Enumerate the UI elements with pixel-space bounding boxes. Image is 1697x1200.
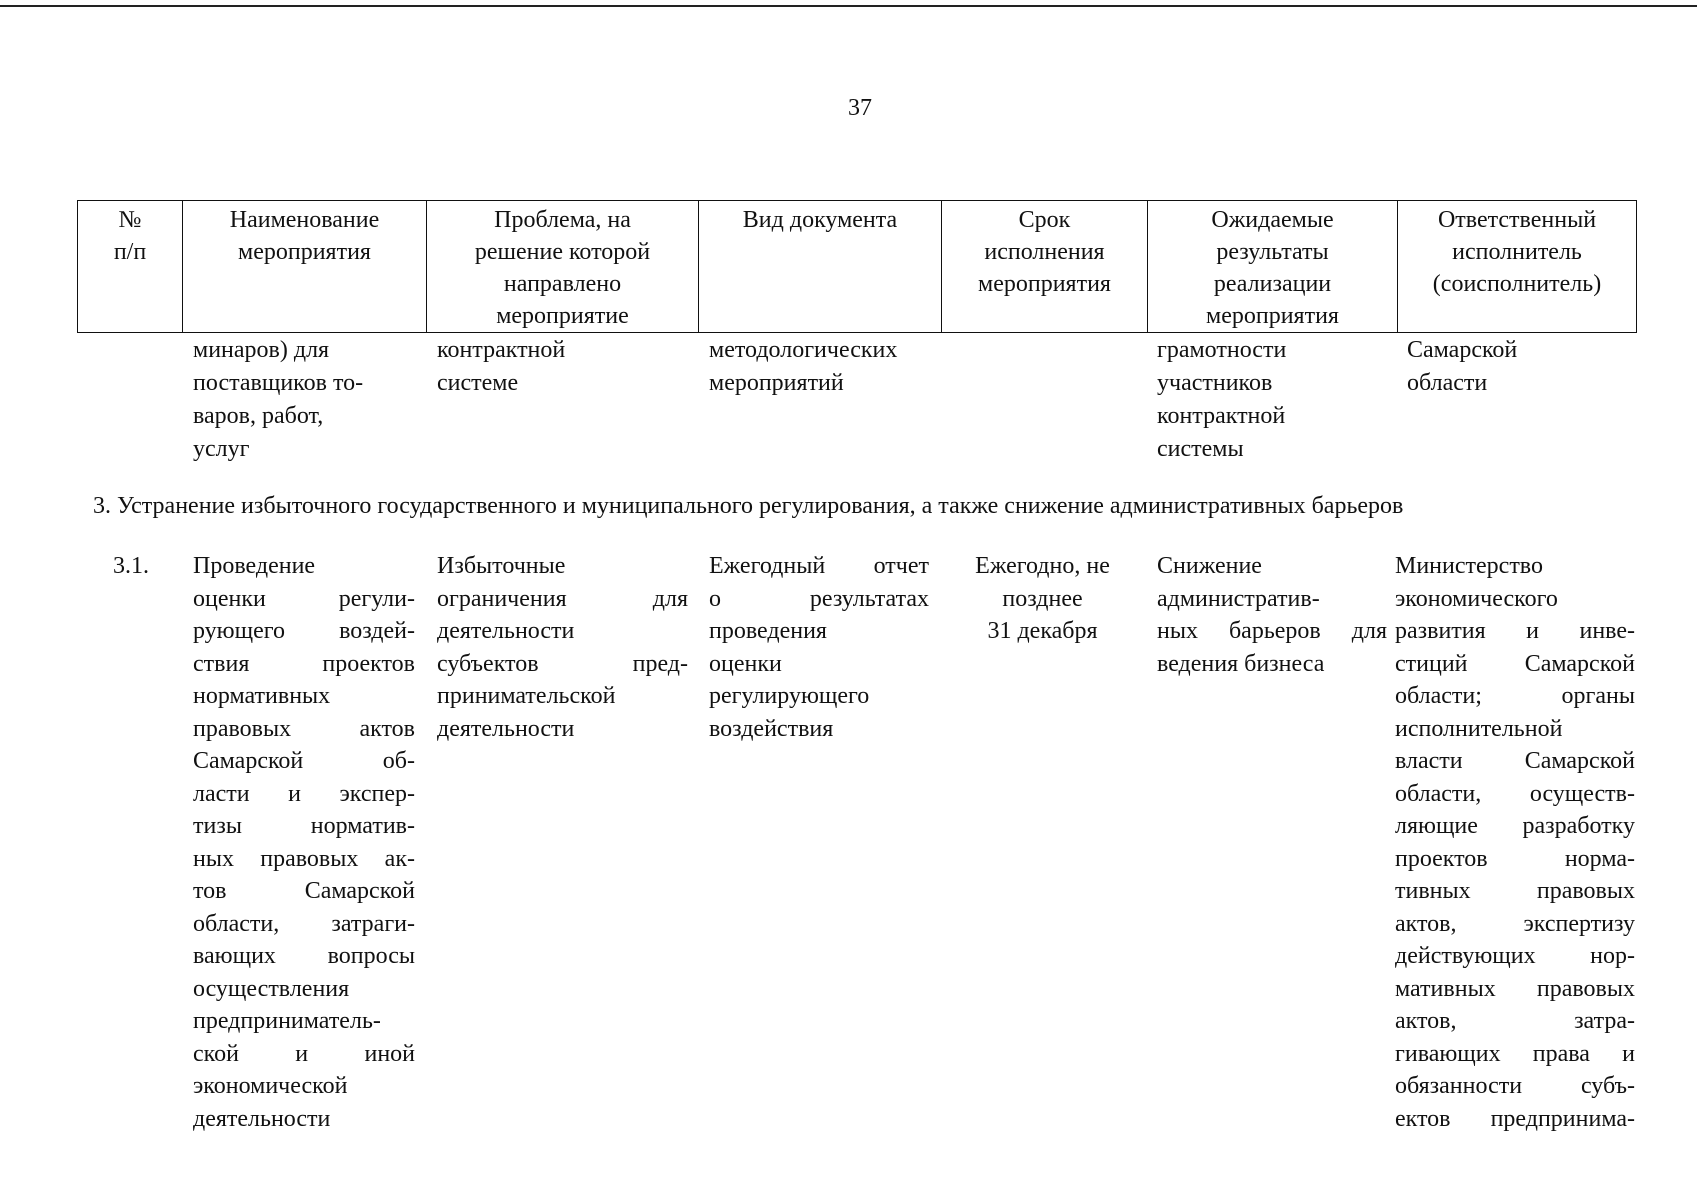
header-name: Наименование мероприятия (183, 201, 427, 333)
top-border-line (0, 5, 1697, 7)
header-problem: Проблема, на решение которой направлено мероприятие (427, 201, 699, 333)
header-num: № п/п (78, 201, 183, 333)
row-3-1-executor: Министерство экономического развития и инве- стиций Самарской области; органы исполнительной власти Самарской области, осуществ- ляющие разработку проектов норма- тивных правовых актов, экспертизу действующих нор- мативных правовых актов, затра- гивающих права и обязанности субъ- ектов предпринима- (1395, 553, 1635, 1132)
continuation-executor: Самарской области (1407, 337, 1518, 396)
table-header (77, 200, 1637, 333)
continuation-results: грамотности участников контрактной системы (1157, 337, 1287, 462)
header-results: Ожидаемые результаты реализации мероприятия (1148, 201, 1398, 333)
row-3-1-results: Снижение административ- ных барьеров для ведения бизнеса (1157, 553, 1387, 677)
row-3-1-doc-type: Ежегодный отчет о результатах проведения оценки регулирующего воздействия (709, 553, 929, 742)
header-executor: Ответственный исполнитель (соисполнитель) (1398, 201, 1637, 333)
section-title: 3. Устранение избыточного государственного и муниципального регулирования, а также снижение административных барьеров (93, 493, 1404, 519)
row-3-1-problem: Избыточные ограничения для деятельности субъектов пред- принимательской деятельности (437, 553, 688, 742)
header-doc-type: Вид документа (699, 201, 942, 333)
continuation-problem: контрактной системе (437, 337, 566, 396)
header-deadline: Срок исполнения мероприятия (942, 201, 1148, 333)
continuation-name: минаров) для поставщиков то- варов, работ, услуг (193, 337, 364, 462)
row-3-1-num: 3.1. (113, 553, 149, 579)
row-3-1-name: Проведение оценки регули- рующего воздей- ствия проектов нормативных правовых актов Самарской об- ласти и экспер- тизы норматив- ных правовых ак- тов Самарской области, затраги- вающих вопросы осуществления предприниматель- ской и иной экономической деятельности (193, 553, 415, 1132)
continuation-doc-type: методологических мероприятий (709, 337, 898, 396)
page-number: 37 (848, 95, 872, 121)
row-3-1-deadline: Ежегодно, не позднее 31 декабря (975, 553, 1110, 644)
